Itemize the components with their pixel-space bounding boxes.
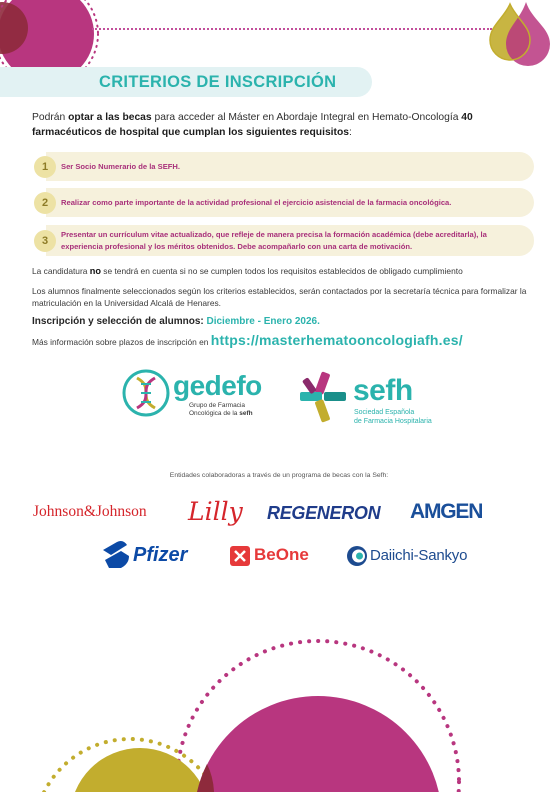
dna-icon (121, 368, 171, 418)
page-title: CRITERIOS DE INSCRIPCIÓN (99, 73, 337, 91)
intro-bold-1: optar a las becas (68, 112, 152, 123)
gedefo-sub-line-2 (189, 410, 253, 418)
more-info-label: Más información sobre plazos de inscripción en (32, 337, 211, 347)
beone-logo (230, 544, 320, 568)
requirement-text: Presentar un currículum vitae actualizado, que refleje de manera precisa la formación académica (debe acreditarla), la experiencia profesional y los méritos obtenidos. Debe acompañarlo con una carta de motivación. (61, 229, 487, 251)
candidacy-note (32, 265, 532, 277)
daiichi-sankyo-wordmark: Daiichi-Sankyo (370, 547, 468, 564)
inscription-dates: Diciembre - Enero 2026. (206, 316, 320, 327)
decorative-circles-bottom (0, 600, 558, 792)
candidacy-text-1: La candidatura (32, 266, 90, 276)
selected-note: Los alumnos finalmente seleccionados según los criterios establecidos, serán contactados por la secretaría técnica para formalizar la matriculación en la Universidad Alcalá de Henares. (32, 286, 527, 308)
sefh-subtitle (354, 408, 432, 426)
gedefo-sub-bold: sefh (239, 410, 253, 417)
candidacy-bold: no (89, 266, 101, 276)
gedefo-sub-text: Oncológica de la (189, 410, 240, 417)
daiichi-sankyo-logo (346, 544, 476, 570)
gedefo-subtitle (189, 402, 253, 418)
sefh-logo (296, 368, 446, 428)
inscription-line (32, 316, 320, 327)
daiichi-mark-icon (346, 545, 368, 567)
amgen-logo: AMGEN (410, 500, 483, 523)
sefh-mark-icon (296, 370, 350, 424)
inscription-label: Inscripción y selección de alumnos: (32, 316, 207, 327)
intro-text-3: : (349, 126, 352, 138)
requirement-item (34, 188, 534, 217)
gedefo-wordmark: gedefo (173, 370, 262, 401)
requirement-item (34, 225, 534, 256)
intro-text-1: Podrán (32, 112, 69, 123)
sefh-sub-line-2: de Farmacia Hospitalaria (354, 418, 432, 425)
more-info-link[interactable]: https://masterhematooncologiafh.es/ (210, 332, 463, 348)
drop-icon (482, 0, 558, 72)
requirement-item (34, 152, 534, 181)
candidacy-text-2: se tendrá en cuenta si no se cumplen todos los requisitos establecidos de obligado cumplimiento (100, 266, 463, 276)
intro-bold-2: 40 farmacéuticos de hospital que cumplan los siguientes requisitos (32, 112, 473, 138)
lilly-logo: Lilly (188, 497, 243, 526)
requirement-text: Ser Socio Numerario de la SEFH. (61, 161, 181, 171)
johnson-johnson-logo: Johnson&Johnson (33, 503, 147, 520)
intro-text-2: para acceder al Máster en Abordaje Integral en Hemato-Oncología (151, 112, 462, 123)
requirement-number: 3 (34, 230, 56, 252)
pfizer-pill-icon (99, 538, 133, 572)
intro-paragraph (32, 111, 532, 140)
pfizer-wordmark: Pfizer (133, 544, 188, 566)
collaborators-caption: Entidades colaboradoras a través de un programa de becas con la Sefh: (169, 472, 389, 479)
more-info-line (32, 332, 463, 348)
dotted-line-top (92, 28, 492, 30)
gedefo-sub-line-1: Grupo de Farmacia (189, 402, 245, 409)
requirement-text: Realizar como parte importante de la actividad profesional el ejercicio asistencial de la farmacia oncológica. (61, 197, 452, 207)
pfizer-logo (99, 538, 187, 572)
requirement-number: 2 (34, 192, 56, 214)
beone-mark-icon (230, 546, 250, 566)
requirement-number: 1 (34, 156, 56, 178)
sefh-sub-line-1: Sociedad Española (354, 409, 415, 416)
beone-wordmark: BeOne (254, 545, 309, 564)
regeneron-logo: REGENERON (267, 503, 381, 523)
gedefo-logo (121, 368, 271, 424)
sefh-wordmark: sefh (353, 374, 413, 407)
